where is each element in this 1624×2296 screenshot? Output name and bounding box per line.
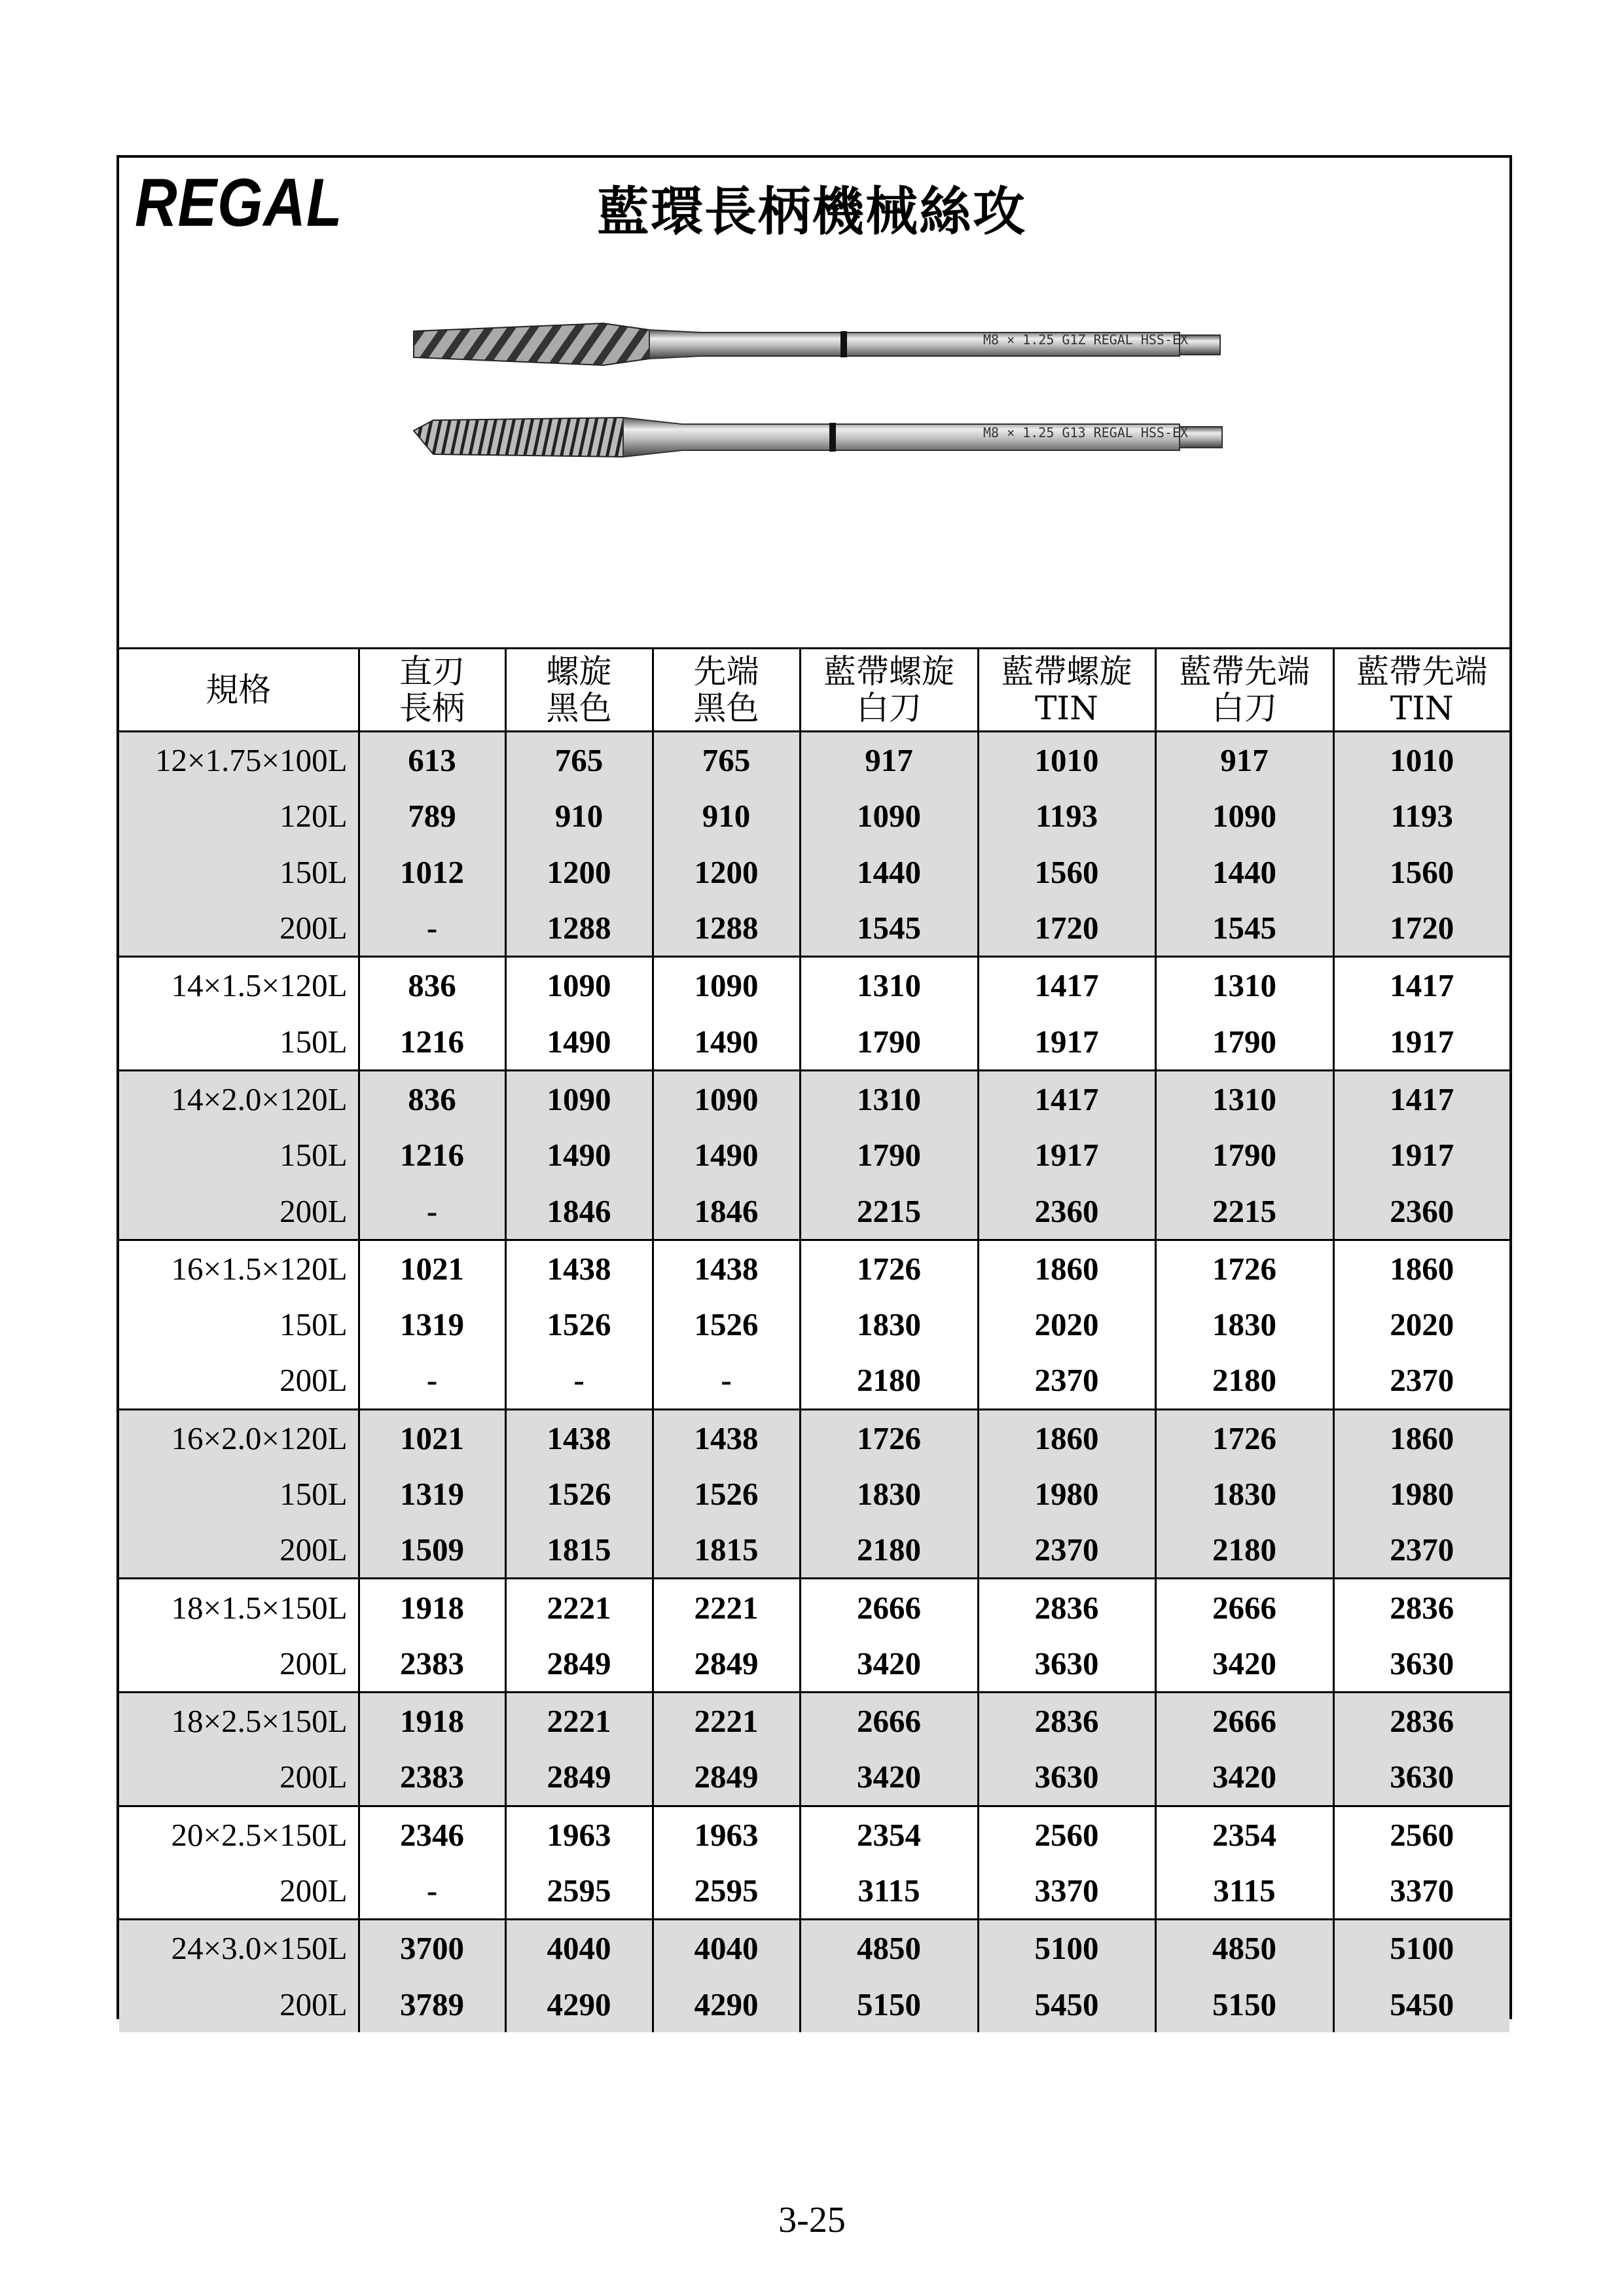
- price-cell: 1438: [653, 1240, 800, 1297]
- price-cell: 1417: [978, 957, 1155, 1014]
- price-cell: 3370: [978, 1863, 1155, 1920]
- price-cell: 1490: [505, 1013, 653, 1070]
- price-cell: 917: [1155, 732, 1333, 789]
- price-cell: 1526: [653, 1297, 800, 1352]
- col-header-spec: 規格: [119, 649, 359, 732]
- price-cell: 1545: [1155, 900, 1333, 957]
- price-cell: 1846: [505, 1183, 653, 1240]
- table-row: [119, 1806, 1509, 1863]
- price-cell: 2180: [800, 1352, 978, 1409]
- table-row: [119, 1920, 1509, 1977]
- table-row: [119, 1409, 1509, 1466]
- price-cell: 1010: [1333, 732, 1509, 789]
- price-cell: 1010: [978, 732, 1155, 789]
- spec-cell: 150L: [119, 1466, 359, 1522]
- col-header: 螺旋 黑色: [505, 649, 653, 732]
- price-cell: 836: [359, 957, 505, 1014]
- price-cell: 2221: [653, 1693, 800, 1749]
- price-cell: 1526: [505, 1466, 653, 1522]
- price-cell: 2346: [359, 1806, 505, 1863]
- price-cell: 2595: [653, 1863, 800, 1920]
- spec-cell: 120L: [119, 788, 359, 844]
- price-cell: 1440: [800, 844, 978, 900]
- price-cell: 1917: [1333, 1127, 1509, 1183]
- price-cell: 1417: [1333, 1070, 1509, 1127]
- price-cell: 2370: [978, 1352, 1155, 1409]
- price-cell: 1917: [978, 1013, 1155, 1070]
- table-row: [119, 1466, 1509, 1522]
- price-cell: 2666: [1155, 1579, 1333, 1636]
- price-cell: 1090: [800, 788, 978, 844]
- price-cell: 5100: [978, 1920, 1155, 1977]
- col-header: 直刃 長柄: [359, 649, 505, 732]
- price-cell: -: [359, 900, 505, 957]
- price-cell: 2370: [1333, 1522, 1509, 1579]
- price-cell: 1310: [800, 1070, 978, 1127]
- price-cell: 2849: [653, 1636, 800, 1693]
- price-cell: 1438: [653, 1409, 800, 1466]
- col-header: 藍帶螺旋 TIN: [978, 649, 1155, 732]
- price-cell: 1560: [1333, 844, 1509, 900]
- spec-cell: 200L: [119, 1977, 359, 2032]
- price-cell: 2020: [1333, 1297, 1509, 1352]
- price-cell: 910: [505, 788, 653, 844]
- brand-logo: REGAL: [135, 165, 343, 241]
- table-row: [119, 1579, 1509, 1636]
- product-sheet-frame: [117, 155, 1512, 2022]
- spec-cell: 150L: [280, 1023, 348, 1060]
- price-cell: 3630: [978, 1749, 1155, 1806]
- price-cell: 2849: [505, 1749, 653, 1806]
- table-row: [119, 788, 1509, 844]
- price-cell: 1846: [653, 1183, 800, 1240]
- svg-text:M8 × 1.25 G13 REGAL HSS-EX: M8 × 1.25 G13 REGAL HSS-EX: [983, 425, 1189, 440]
- price-cell: 1288: [653, 900, 800, 957]
- price-cell: 2666: [800, 1693, 978, 1749]
- table-header-row: [119, 649, 1509, 732]
- table-row: [119, 1522, 1509, 1579]
- table-row: [119, 1977, 1509, 2032]
- page-number: 3-25: [778, 2200, 846, 2240]
- table-row: [119, 1863, 1509, 1920]
- price-cell: 1918: [359, 1579, 505, 1636]
- price-cell: 2360: [978, 1183, 1155, 1240]
- price-cell: 3630: [1333, 1749, 1509, 1806]
- price-cell: 1200: [653, 844, 800, 900]
- price-cell: 1830: [1155, 1466, 1333, 1522]
- price-cell: 1830: [800, 1297, 978, 1352]
- price-cell: 1545: [800, 900, 978, 957]
- price-cell: 917: [800, 732, 978, 789]
- spec-cell: 200L: [119, 1522, 359, 1579]
- spec-cell: 14×1.5×120L: [119, 957, 359, 1014]
- price-cell: 1917: [978, 1127, 1155, 1183]
- col-header: 藍帶先端 TIN: [1333, 649, 1509, 732]
- price-cell: -: [359, 1352, 505, 1409]
- spec-cell: 200L: [119, 900, 359, 957]
- spec-cell: 200L: [280, 1873, 348, 1909]
- price-cell: 1526: [505, 1297, 653, 1352]
- price-cell: 2221: [653, 1579, 800, 1636]
- price-cell: 1310: [1155, 1070, 1333, 1127]
- header-box: [119, 158, 1509, 649]
- price-cell: 1790: [1155, 1127, 1333, 1183]
- price-cell: 2180: [1155, 1352, 1333, 1409]
- spec-cell: 24×3.0×150L: [119, 1920, 359, 1977]
- price-cell: 1726: [1155, 1409, 1333, 1466]
- spec-cell: 20×2.5×150L: [119, 1806, 359, 1863]
- price-cell: 3115: [800, 1863, 978, 1920]
- price-cell: 1918: [359, 1693, 505, 1749]
- price-cell: 1830: [1155, 1297, 1333, 1352]
- price-cell: 1417: [978, 1070, 1155, 1127]
- col-header: 先端 黑色: [653, 649, 800, 732]
- tap-tools-image: [407, 312, 1232, 501]
- price-cell: 613: [359, 732, 505, 789]
- price-cell: 3630: [1333, 1636, 1509, 1693]
- price-cell: 765: [505, 732, 653, 789]
- price-cell: 4040: [505, 1920, 653, 1977]
- price-cell: 789: [359, 788, 505, 844]
- price-cell: 2180: [800, 1522, 978, 1579]
- price-cell: 5450: [978, 1977, 1155, 2032]
- table-row: [119, 844, 1509, 900]
- price-cell: 5150: [800, 1977, 978, 2032]
- price-cell: -: [505, 1352, 653, 1409]
- price-cell: 2020: [978, 1297, 1155, 1352]
- price-cell: 4850: [1155, 1920, 1333, 1977]
- price-cell: 765: [653, 732, 800, 789]
- price-cell: 4850: [800, 1920, 978, 1977]
- price-cell: 3420: [800, 1749, 978, 1806]
- price-cell: 2666: [1155, 1693, 1333, 1749]
- price-cell: 2370: [1333, 1352, 1509, 1409]
- price-cell: 2666: [800, 1579, 978, 1636]
- price-cell: 1438: [505, 1240, 653, 1297]
- price-cell: 1438: [505, 1409, 653, 1466]
- price-cell: 1216: [359, 1127, 505, 1183]
- price-cell: 1012: [359, 844, 505, 900]
- spec-cell: 14×2.0×120L: [119, 1070, 359, 1127]
- price-cell: 3115: [1155, 1863, 1333, 1920]
- spec-cell: 16×1.5×120L: [119, 1240, 359, 1297]
- spec-cell: 200L: [280, 1362, 348, 1399]
- price-cell: 3700: [359, 1920, 505, 1977]
- price-cell: 1193: [1333, 788, 1509, 844]
- table-row: [119, 1240, 1509, 1297]
- price-cell: 1790: [800, 1127, 978, 1183]
- price-cell: 1021: [359, 1240, 505, 1297]
- table-row: [119, 732, 1509, 789]
- price-cell: -: [653, 1352, 800, 1409]
- price-cell: 2836: [1333, 1579, 1509, 1636]
- col-header: 藍帶螺旋 白刀: [800, 649, 978, 732]
- spec-cell: 18×1.5×150L: [119, 1579, 359, 1636]
- price-cell: 3370: [1333, 1863, 1509, 1920]
- price-cell: 2849: [653, 1749, 800, 1806]
- price-cell: 4290: [505, 1977, 653, 2032]
- price-cell: 3789: [359, 1977, 505, 2032]
- price-cell: 1310: [1155, 957, 1333, 1014]
- spec-cell: 16×2.0×120L: [119, 1409, 359, 1466]
- price-cell: 1440: [1155, 844, 1333, 900]
- price-cell: 2836: [978, 1579, 1155, 1636]
- spiral-tap-illustration: [414, 323, 1220, 365]
- price-cell: 2383: [359, 1749, 505, 1806]
- price-cell: 1790: [1155, 1013, 1333, 1070]
- price-cell: 1021: [359, 1409, 505, 1466]
- price-cell: 1815: [505, 1522, 653, 1579]
- price-cell: -: [359, 1863, 505, 1920]
- price-cell: 3630: [978, 1636, 1155, 1693]
- price-cell: 2849: [505, 1636, 653, 1693]
- price-cell: 1509: [359, 1522, 505, 1579]
- price-cell: 2836: [978, 1693, 1155, 1749]
- table-row: [119, 957, 1509, 1014]
- col-header: 藍帶先端 白刀: [1155, 649, 1333, 732]
- price-cell: 2354: [1155, 1806, 1333, 1863]
- price-cell: 1963: [505, 1806, 653, 1863]
- spec-cell: 150L: [119, 1127, 359, 1183]
- price-cell: 1319: [359, 1297, 505, 1352]
- spec-cell: 200L: [119, 1183, 359, 1240]
- table-row: [119, 1297, 1509, 1352]
- price-cell: 2836: [1333, 1693, 1509, 1749]
- spec-cell: 200L: [119, 1749, 359, 1806]
- price-table: [119, 647, 1509, 2032]
- price-cell: 1193: [978, 788, 1155, 844]
- price-cell: 5100: [1333, 1920, 1509, 1977]
- price-cell: 1720: [978, 900, 1155, 957]
- price-cell: 1090: [505, 957, 653, 1014]
- price-cell: 1560: [978, 844, 1155, 900]
- price-cell: 1917: [1333, 1013, 1509, 1070]
- price-cell: 1980: [978, 1466, 1155, 1522]
- price-cell: 1310: [800, 957, 978, 1014]
- price-cell: 1090: [505, 1070, 653, 1127]
- price-cell: 2370: [978, 1522, 1155, 1579]
- price-cell: 1726: [800, 1240, 978, 1297]
- spec-cell: 150L: [280, 1306, 348, 1343]
- table-row: [119, 1183, 1509, 1240]
- price-cell: 1726: [800, 1409, 978, 1466]
- price-cell: 2360: [1333, 1183, 1509, 1240]
- price-cell: 1860: [978, 1240, 1155, 1297]
- price-cell: 4290: [653, 1977, 800, 2032]
- table-row: [119, 1013, 1509, 1070]
- price-cell: 1417: [1333, 957, 1509, 1014]
- table-row: [119, 1636, 1509, 1693]
- spec-cell: 150L: [119, 844, 359, 900]
- table-body: [119, 732, 1509, 2032]
- price-cell: 2215: [1155, 1183, 1333, 1240]
- price-cell: 1963: [653, 1806, 800, 1863]
- spec-cell: 12×1.75×100L: [119, 732, 359, 789]
- price-cell: 2215: [800, 1183, 978, 1240]
- price-cell: 1790: [800, 1013, 978, 1070]
- price-cell: 5450: [1333, 1977, 1509, 2032]
- price-cell: 1830: [800, 1466, 978, 1522]
- price-cell: 2221: [505, 1693, 653, 1749]
- price-cell: 3420: [800, 1636, 978, 1693]
- table-row: [119, 1693, 1509, 1749]
- table-row: [119, 1749, 1509, 1806]
- price-cell: 1526: [653, 1466, 800, 1522]
- price-cell: 5150: [1155, 1977, 1333, 2032]
- price-cell: 3420: [1155, 1636, 1333, 1693]
- price-cell: 1720: [1333, 900, 1509, 957]
- price-cell: 1815: [653, 1522, 800, 1579]
- price-cell: 2354: [800, 1806, 978, 1863]
- table-row: [119, 1352, 1509, 1409]
- price-cell: 1490: [653, 1127, 800, 1183]
- price-cell: 836: [359, 1070, 505, 1127]
- price-cell: 1090: [653, 957, 800, 1014]
- table-row: [119, 1070, 1509, 1127]
- price-cell: 1490: [653, 1013, 800, 1070]
- point-tap-illustration: [414, 418, 1222, 457]
- price-cell: 910: [653, 788, 800, 844]
- price-cell: 2560: [978, 1806, 1155, 1863]
- price-cell: 1200: [505, 844, 653, 900]
- svg-text:M8 × 1.25 G1Z REGAL HSS-EX: M8 × 1.25 G1Z REGAL HSS-EX: [983, 332, 1189, 348]
- table-row: [119, 1127, 1509, 1183]
- price-cell: 1216: [359, 1013, 505, 1070]
- price-cell: 1090: [653, 1070, 800, 1127]
- price-cell: 1860: [978, 1409, 1155, 1466]
- table-row: [119, 900, 1509, 957]
- price-cell: -: [359, 1183, 505, 1240]
- price-cell: 4040: [653, 1920, 800, 1977]
- price-cell: 1090: [1155, 788, 1333, 844]
- price-cell: 2560: [1333, 1806, 1509, 1863]
- price-cell: 1490: [505, 1127, 653, 1183]
- page-title: 藍環長柄機械絲攻: [597, 181, 1026, 242]
- price-cell: 1288: [505, 900, 653, 957]
- price-cell: 1980: [1333, 1466, 1509, 1522]
- spec-cell: 18×2.5×150L: [119, 1693, 359, 1749]
- price-cell: 1319: [359, 1466, 505, 1522]
- price-cell: 2221: [505, 1579, 653, 1636]
- price-cell: 3420: [1155, 1749, 1333, 1806]
- price-cell: 2383: [359, 1636, 505, 1693]
- price-cell: 2180: [1155, 1522, 1333, 1579]
- price-cell: 2595: [505, 1863, 653, 1920]
- price-cell: 1726: [1155, 1240, 1333, 1297]
- price-cell: 1860: [1333, 1409, 1509, 1466]
- spec-cell: 200L: [280, 1645, 348, 1681]
- price-cell: 1860: [1333, 1240, 1509, 1297]
